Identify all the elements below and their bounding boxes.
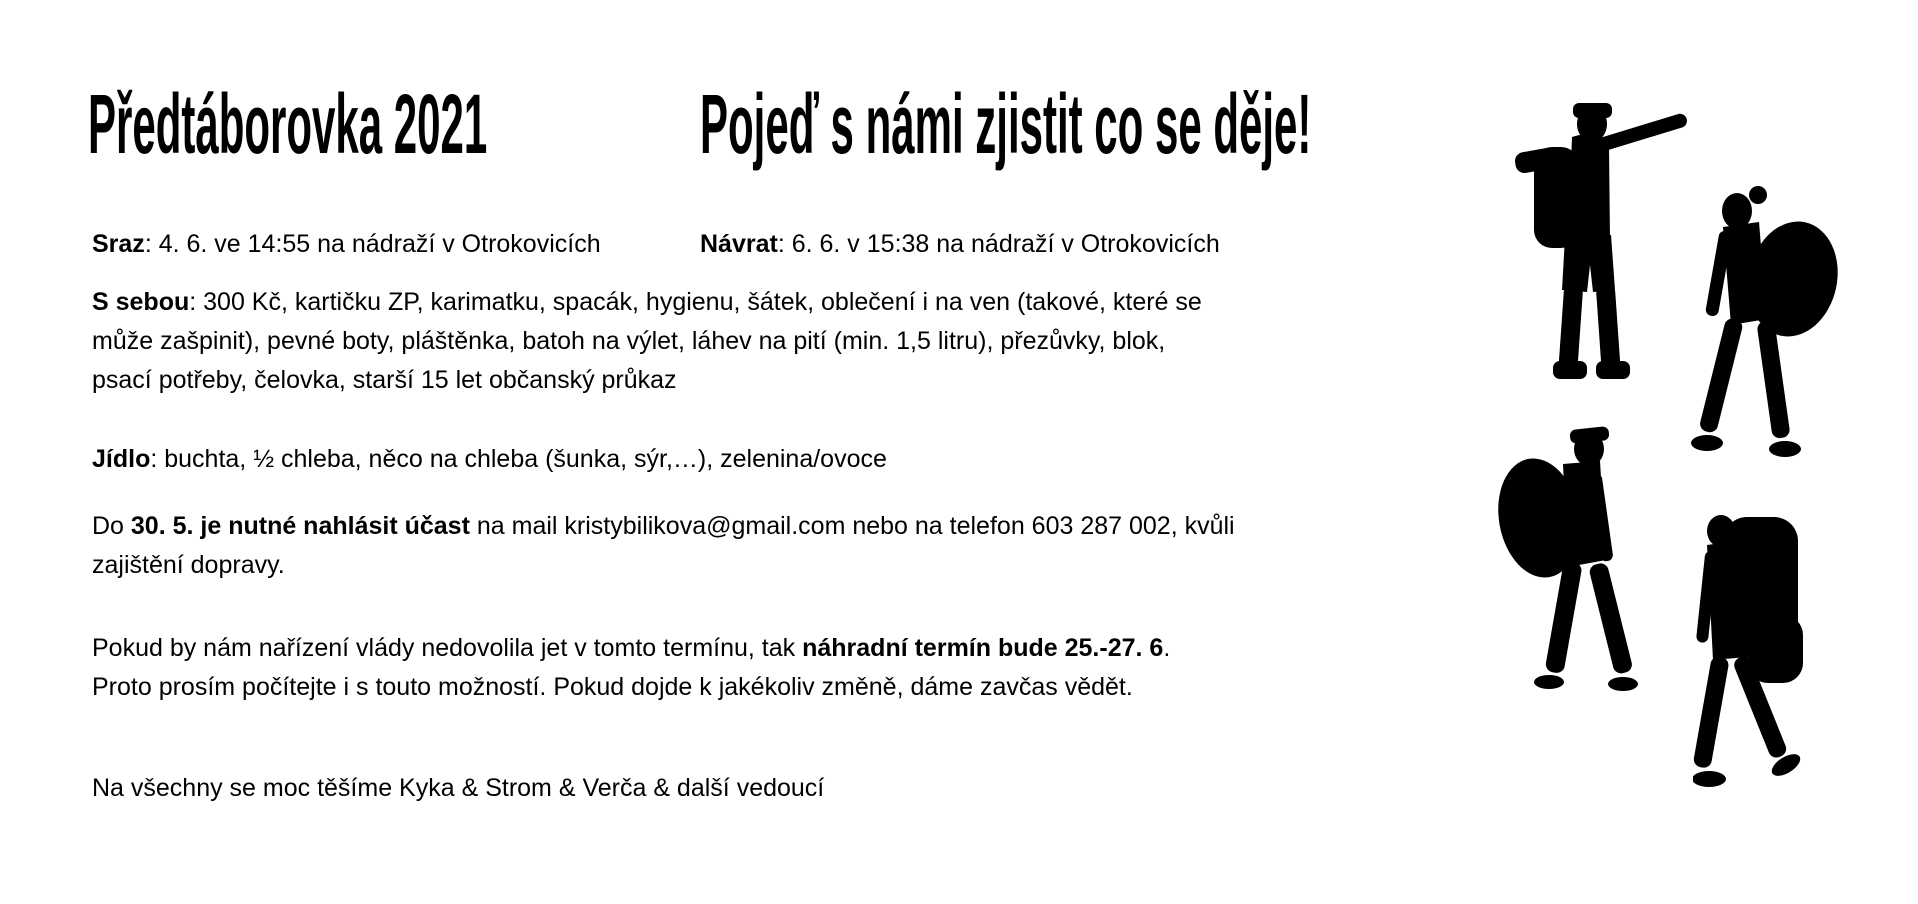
packing-list-line-1-text: : 300 Kč, kartičku ZP, karimatku, spacák, hygienu, šátek, oblečení i na ven (takové, které se	[189, 288, 1202, 316]
page-subtitle: Pojeď s námi zjistit co se děje!	[700, 77, 1312, 171]
hiker-pointing-silhouette-icon	[1496, 93, 1691, 393]
packing-list-line-2: může zašpinit), pevné boty, pláštěnka, batoh na výlet, láhev na pití (min. 1,5 litru), přezůvky, blok,	[92, 327, 1166, 355]
departure-info	[92, 225, 601, 264]
alternative-date-suffix: .	[1163, 634, 1171, 662]
schedule-line	[92, 225, 1492, 264]
departure-text: : 4. 6. ve 14:55 na nádraží v Otrokovicích	[144, 230, 601, 258]
hiker-woman-walking-silhouette-icon	[1685, 179, 1845, 474]
food-text: : buchta, ½ chleba, něco na chleba (šunka, sýr,…), zelenina/ovoce	[150, 445, 887, 473]
alternative-date-line-1	[92, 629, 1170, 668]
alternative-date-bold: náhradní termín bude 25.-27. 6	[802, 634, 1164, 662]
page-title: Předtáborovka 2021	[88, 77, 488, 171]
packing-list-line-3: psací potřeby, čelovka, starší 15 let občanský průkaz	[92, 366, 677, 394]
hiker-silhouettes	[1490, 90, 1870, 820]
registration-line-2: zajištění dopravy.	[92, 551, 285, 579]
hiker-cap-walking-silhouette-icon	[1497, 420, 1640, 720]
alternative-date-line-2: Proto prosím počítejte i s touto možností. Pokud dojde k jakékoliv změně, dáme zavčas vědět.	[92, 673, 1133, 701]
return-label: Návrat	[700, 230, 778, 258]
departure-label: Sraz	[92, 230, 145, 258]
packing-list-line-1	[92, 283, 1202, 322]
food-line	[92, 440, 887, 479]
food-paragraph	[92, 440, 887, 479]
return-text: : 6. 6. v 15:38 na nádraží v Otrokovicích	[777, 230, 1220, 258]
packing-list-paragraph	[92, 283, 1202, 400]
hiker-large-backpack-silhouette-icon	[1693, 507, 1810, 804]
registration-contact: na mail kristybilikova@gmail.com nebo na telefon 603 287 002, kvůli	[469, 512, 1235, 540]
food-label: Jídlo	[92, 445, 151, 473]
alternative-date-paragraph	[92, 629, 1170, 707]
closing-line: Na všechny se moc těšíme Kyka & Strom & Verča & další vedoucí	[92, 774, 825, 802]
registration-prefix: Do	[92, 512, 131, 540]
registration-line-1	[92, 507, 1235, 546]
registration-deadline: 30. 5. je nutné nahlásit účast	[130, 512, 470, 540]
return-info	[700, 225, 1220, 264]
registration-paragraph	[92, 507, 1235, 585]
alternative-date-prefix: Pokud by nám nařízení vlády nedovolila jet v tomto termínu, tak	[92, 634, 803, 662]
packing-list-label: S sebou	[92, 288, 190, 316]
